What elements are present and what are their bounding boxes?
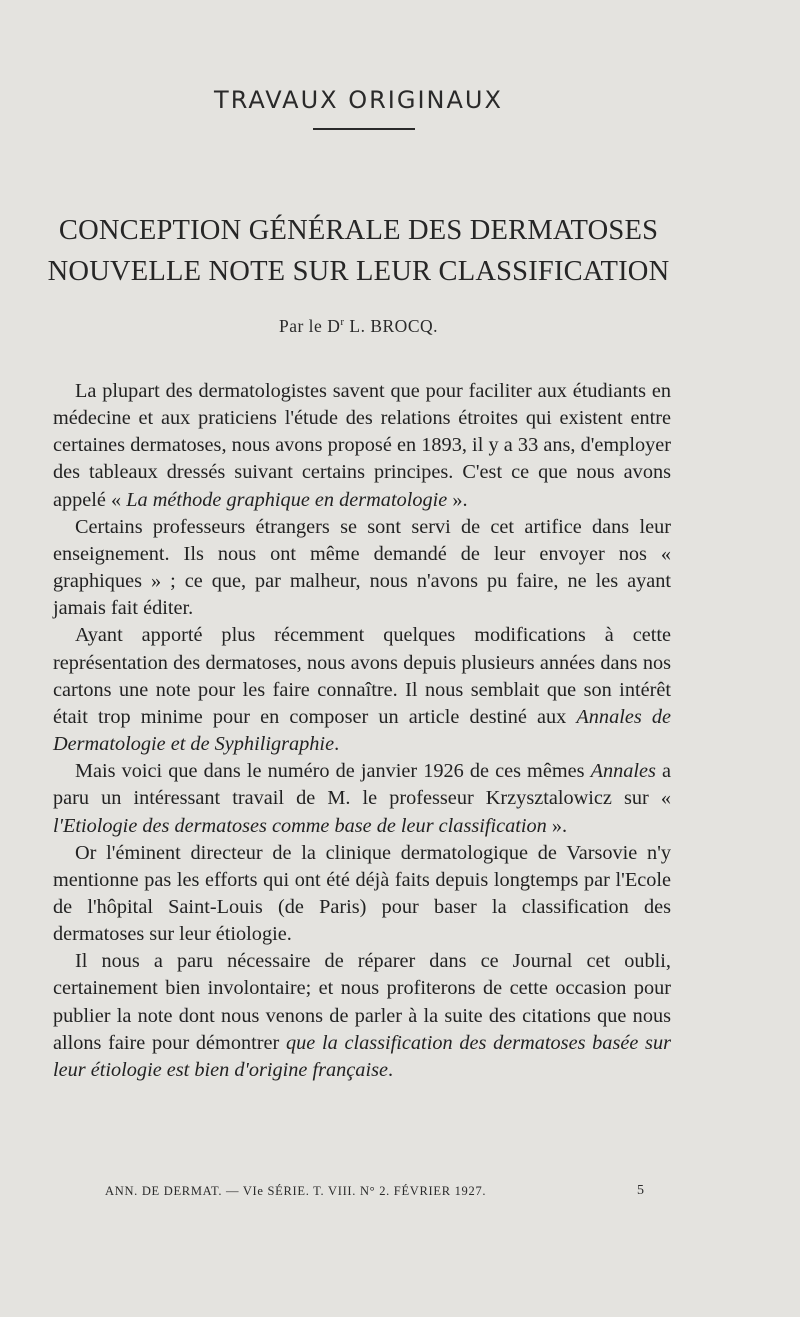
paragraph-5: Or l'éminent directeur de la clinique dermatologique de Varsovie n'y mentionne pas les efforts qui ont été déjà faits depuis longtemps par l'Ecole de l'hôpital Saint-Louis (de Paris) pour baser la classification des dermatoses sur leur étiologie. bbox=[53, 841, 671, 946]
paragraph-4-text: Mais voici que dans le numéro de janvier 1926 de ces mêmes bbox=[75, 760, 591, 783]
paragraph-6-text: Il nous a paru nécessaire de réparer dans ce Journal cet oubli, certainement bien involontaire; et nous profiterons de cette occasion pour publier la note dont nous venons de parler à la suite des citations que nous allons faire pour démontrer bbox=[53, 950, 671, 1054]
paragraph-6 bbox=[53, 948, 671, 1084]
paragraph-1 bbox=[53, 378, 671, 514]
page-number: 5 bbox=[637, 1183, 644, 1198]
article-body bbox=[53, 378, 671, 1084]
byline bbox=[0, 316, 717, 337]
article-title-line-2: NOUVELLE NOTE SUR LEUR CLASSIFICATION bbox=[47, 256, 670, 287]
paragraph-2: Certains professeurs étrangers se sont servi de cet artifice dans leur enseignement. Ils nous ont même demandé de leur envoyer nos « graphiques » ; ce que, par malheur, nous n'avons pu faire, ne les ayant jamais fait éditer. bbox=[53, 515, 671, 620]
paragraph-3-text: Ayant apporté plus récemment quelques modifications à cette représentation des dermatoses, nous avons depuis plusieurs années dans nos cartons une note pour les faire connaître. Il nous semblait que son intérêt était trop minime pour en composer un article destiné aux bbox=[53, 624, 671, 728]
paragraph-4 bbox=[53, 758, 671, 839]
paragraph-4-end: ». bbox=[546, 814, 568, 837]
paragraph-4-mid: a paru un intéressant travail de M. le professeur Krzysztalowicz sur « bbox=[53, 760, 671, 810]
paragraph-4-italic-1: Annales bbox=[590, 760, 656, 783]
paragraph-4-italic-2: l'Etiologie des dermatoses comme base de leur classification bbox=[53, 814, 547, 837]
paragraph-1-end: ». bbox=[447, 488, 468, 511]
paragraph-6-italic: que la classification des dermatoses basée sur leur étiologie est bien d'origine française bbox=[53, 1031, 671, 1081]
paragraph-3-italic: Annales de Dermatologie et de Syphiligraphie bbox=[53, 705, 671, 756]
paragraph-6-end: . bbox=[387, 1058, 394, 1081]
byline-author: L. BROCQ. bbox=[344, 316, 438, 336]
byline-superscript: r bbox=[340, 316, 345, 329]
paragraph-1-text: La plupart des dermatologistes savent que pour faciliter aux étudiants en médecine et aux praticiens l'étude des relations étroites qui existent entre certaines dermatoses, nous avons proposé en 1893, il y a 33 ans, d'employer des tableaux dressés suivant certains principes. C'est ce que nous avons appelé « bbox=[53, 380, 671, 511]
journal-reference: ANN. DE DERMAT. — VIe SÉRIE. T. VIII. N° 2. FÉVRIER 1927. bbox=[105, 1184, 487, 1198]
paragraph-3 bbox=[53, 622, 671, 758]
paragraph-1-italic: La méthode graphique en dermatologie bbox=[126, 488, 448, 511]
article-title-line-1: CONCEPTION GÉNÉRALE DES DERMATOSES bbox=[58, 215, 659, 246]
section-title: TRAVAUX ORIGINAUX bbox=[214, 86, 503, 114]
title-rule bbox=[313, 128, 415, 130]
paragraph-3-end: . bbox=[334, 733, 340, 756]
byline-prefix: Par le D bbox=[278, 316, 341, 336]
